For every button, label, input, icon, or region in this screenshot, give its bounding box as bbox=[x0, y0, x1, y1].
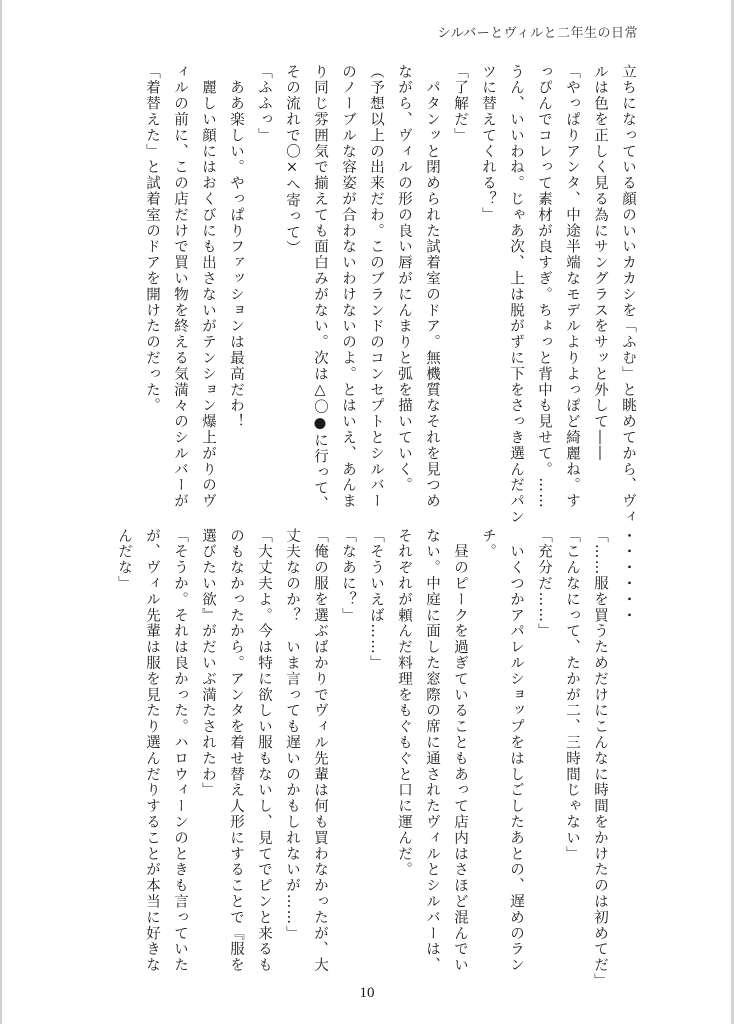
running-header: シルバーとヴィルと二年生の日常 bbox=[437, 26, 638, 41]
lower-text-line: 丈夫なのか？ いま言っても遅いのかもしれないが……」 bbox=[284, 528, 300, 942]
lower-text-line: 「大丈夫よ。今は特に欲しい服もないし、見てでピンと来るも bbox=[256, 528, 272, 974]
lower-text-line: 「俺の服を選ぶばかりでヴィル先輩は何も買わなかったが、大 bbox=[312, 528, 328, 974]
lower-text-line: が、ヴィル先輩は服を見たり選んだりすることが本当に好きな bbox=[144, 528, 160, 974]
upper-text-line: のノーブルな容姿が合わないわけないのよ。とはいえ、あんま bbox=[340, 64, 356, 510]
upper-text-line: 「了解だ」 bbox=[452, 64, 468, 144]
page-number: 10 bbox=[359, 985, 375, 1001]
lower-text-line: 「そうか。それは良かった。ハロウィーンのときも言っていた bbox=[172, 528, 188, 974]
upper-text-line: 立ちになっている顔のいいカカシを「ふむ」と眺めてから、ヴィ bbox=[620, 64, 636, 526]
upper-text-line: パタンッと閉められた試着室のドア。無機質なそれを見つめ bbox=[424, 64, 440, 510]
upper-text-line: （予想以上の出来だわ。このブランドのコンセプトとシルバー bbox=[368, 64, 384, 510]
lower-text-line: ・・・・・・ bbox=[620, 528, 636, 624]
lower-text-line: 「こんなにって、たかが二、三時間じゃない」 bbox=[564, 528, 580, 862]
upper-text-line: ルは色を正しく見る為にサングラスをサッと外して―― bbox=[592, 64, 608, 462]
lower-text-line: のもなかったから。アンタを着せ替え人形にすることで『服を bbox=[228, 528, 244, 974]
upper-text-line: ああ楽しい。やっぱりファッションは最高だわ！ bbox=[228, 64, 244, 430]
upper-text-line: 「やっぱりアンタ、中途半端なモデルよりよっぽど綺麗ね。す bbox=[564, 64, 580, 510]
upper-text-line: ィルの前に、この店だけで買い物を終える気満々のシルバーが bbox=[172, 64, 188, 510]
lower-text-line: んだな」 bbox=[116, 528, 132, 592]
lower-text-line: 選びたい欲』がだいぶ満たされたわ」 bbox=[200, 528, 216, 799]
lower-text-line: 昼のピークを過ぎていることもあって店内はさほど混んでい bbox=[452, 528, 468, 974]
lower-text-line: 「そういえば……」 bbox=[368, 528, 384, 672]
lower-text-line: 「充分だ……」 bbox=[536, 528, 552, 640]
lower-text-block bbox=[116, 528, 642, 990]
lower-text-line: いくつかアパレルショップをはしごしたあとの、遅めのラン bbox=[508, 528, 524, 974]
lower-text-line: ない。中庭に面した窓際の席に通されたヴィルとシルバーは、 bbox=[424, 528, 440, 974]
upper-text-line: 「ふふっ」 bbox=[256, 64, 272, 144]
upper-text-line: うん、いいわね。じゃあ次、上は脱がずに下をさっき選んだパン bbox=[508, 64, 524, 526]
upper-text-block bbox=[144, 64, 642, 526]
lower-text-line: 「なあに？」 bbox=[340, 528, 356, 624]
upper-text-line: ながら、ヴィルの形の良い唇がにんまりと弧を描いていく。 bbox=[396, 64, 412, 494]
upper-text-line: っぴんでコレって素材が良すぎ。ちょっと背中も見せて。…… bbox=[536, 64, 552, 510]
upper-text-line: ツに替えてくれる？」 bbox=[480, 64, 496, 223]
upper-text-line: り同じ雰囲気で揃えても面白みがない。次は△〇●に行って、 bbox=[312, 64, 328, 513]
lower-text-line: 「……服を買うためだけにこんなに時間をかけたのは初めてだ」 bbox=[592, 528, 608, 990]
upper-text-line: 麗しい顔にはおくびにも出さないがテンション爆上がりのヴ bbox=[200, 64, 216, 510]
upper-text-line: 「着替えた」と試着室のドアを開けたのだった。 bbox=[144, 64, 160, 414]
upper-text-line: その流れで〇×へ寄って） bbox=[284, 64, 300, 257]
page-edge-left bbox=[0, 0, 2, 1024]
lower-text-line: それぞれが頼んだ料理をもぐもぐと口に運んだ。 bbox=[396, 528, 412, 878]
lower-text-line: チ。 bbox=[480, 528, 496, 560]
